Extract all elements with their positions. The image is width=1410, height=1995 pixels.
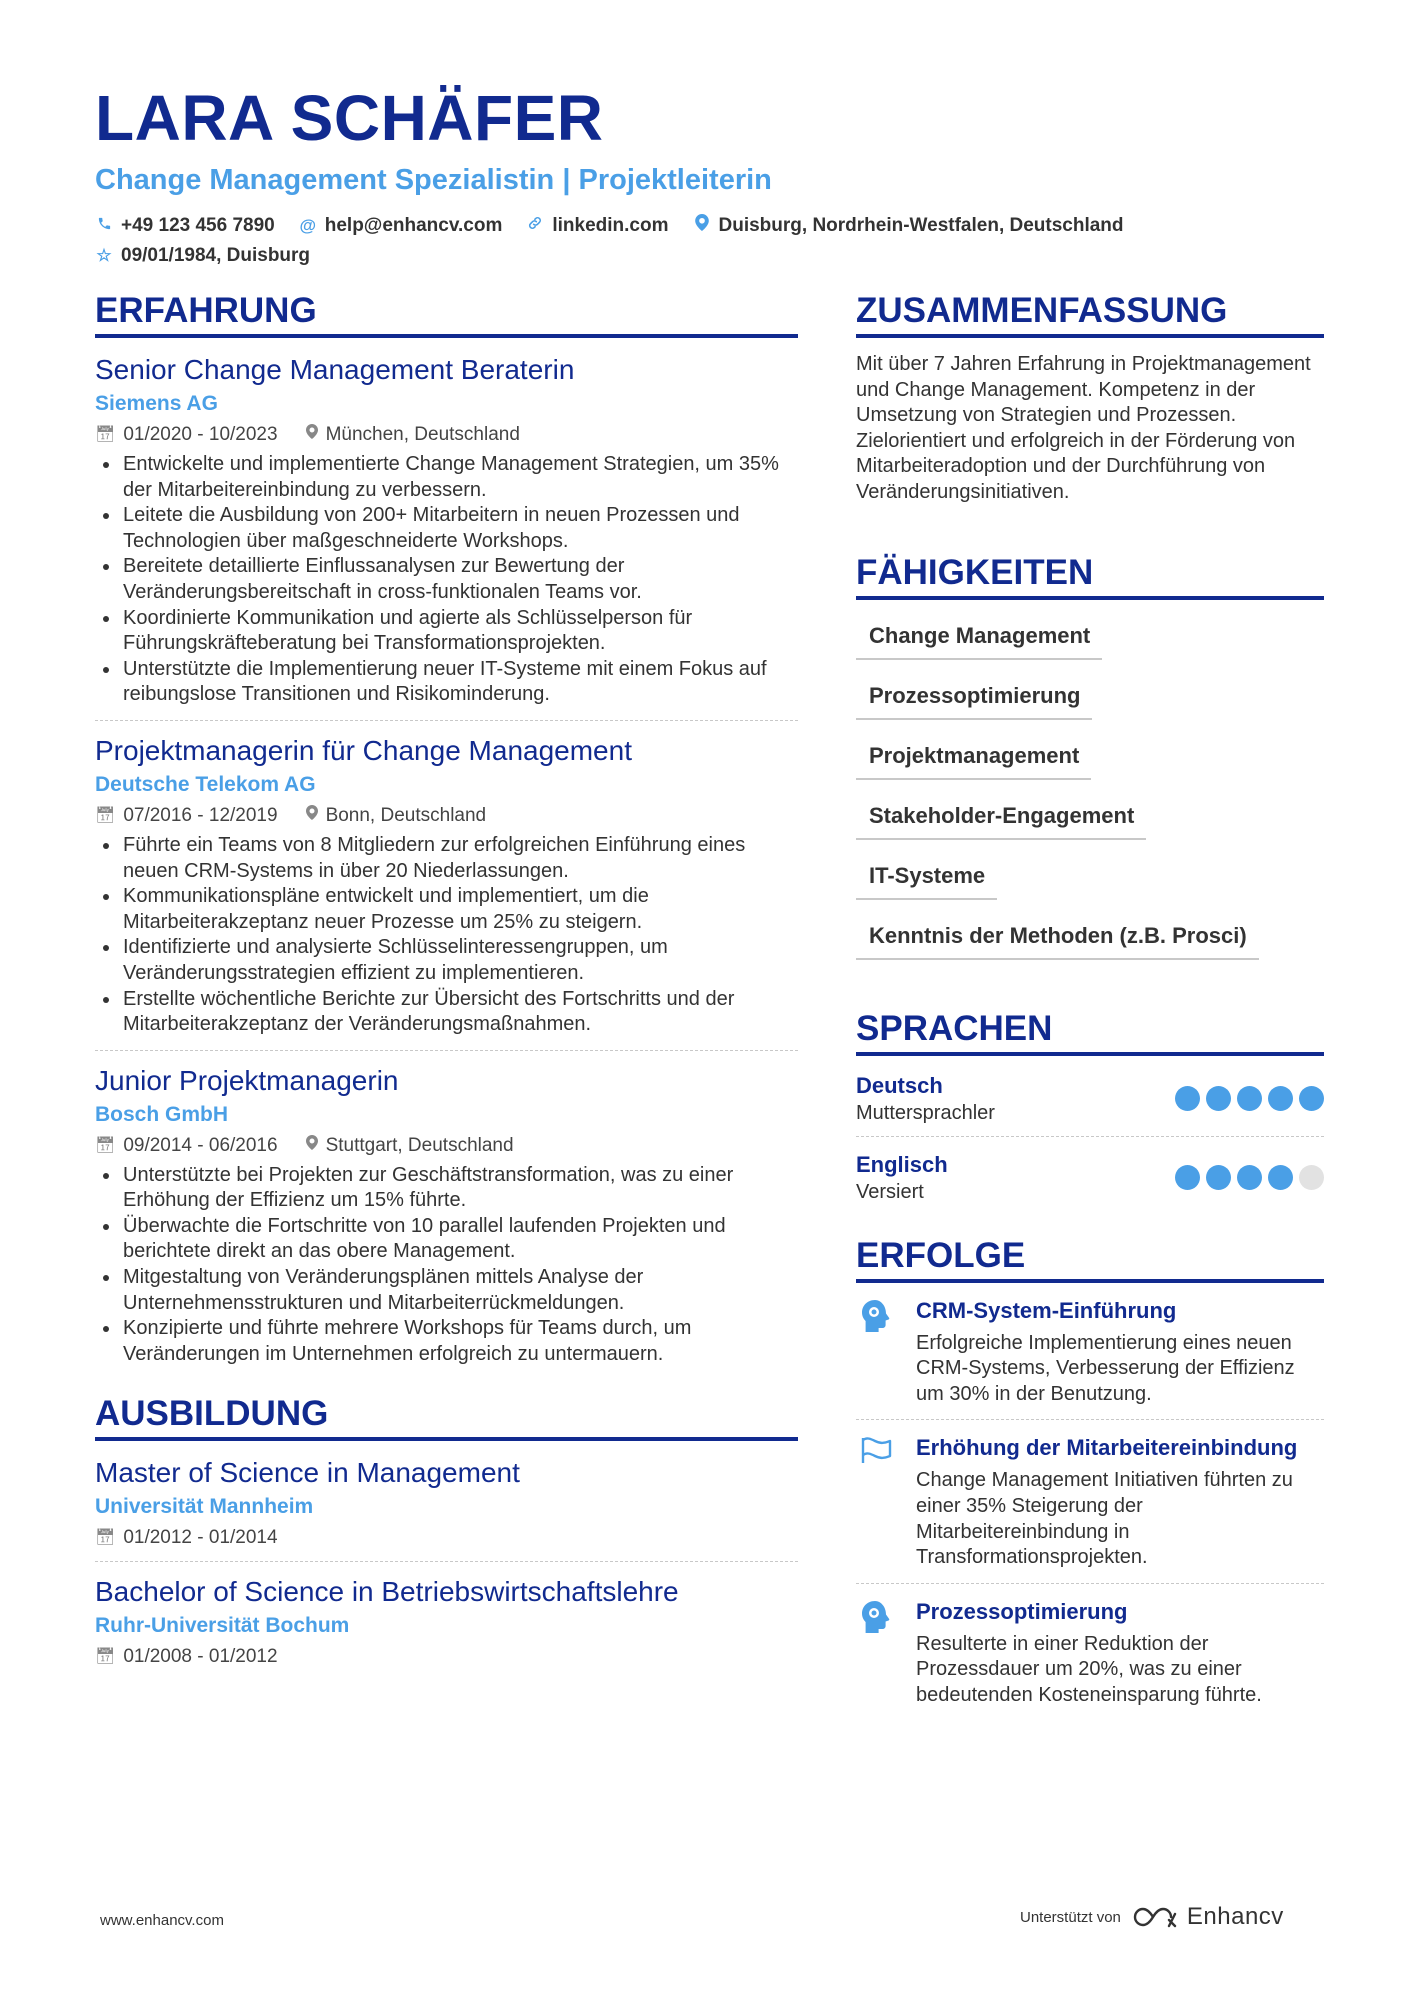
contact-email[interactable] (299, 214, 503, 238)
language-level: Versiert (856, 1180, 924, 1203)
rating-dot-filled (1237, 1165, 1262, 1190)
job-title: Junior Projektmanagerin (95, 1064, 399, 1096)
skill-tag: IT-Systeme (856, 854, 997, 900)
resume-header (95, 80, 1325, 268)
achievement-entry (856, 1297, 1324, 1421)
flag-icon (856, 1434, 916, 1570)
calendar-icon: 📅︎ (95, 1136, 116, 1154)
location-icon (306, 803, 318, 829)
contact-linkedin[interactable] (526, 214, 668, 238)
rating-dot-filled (1175, 1165, 1200, 1190)
bullet-item: Entwickelte und implementierte Change Management Strategien, um 35% der Mitarbeitereinbindung zu verbessern. (95, 452, 798, 503)
footer-branding[interactable] (1020, 1903, 1284, 1931)
achievements-heading: ERFOLGE (856, 1235, 1324, 1283)
contact-list (95, 214, 1325, 268)
rating-dot-filled (1206, 1165, 1231, 1190)
skill-tag: Projektmanagement (856, 734, 1091, 780)
job-company: Deutsche Telekom AG (95, 772, 316, 796)
brand-name: Enhancv (1186, 1903, 1284, 1930)
job-dates: 07/2016 - 12/2019 (123, 804, 278, 826)
degree-title: Bachelor of Science in Betriebswirtschaftslehre (95, 1576, 679, 1608)
education-dates: 01/2012 - 01/2014 (123, 1527, 278, 1549)
calendar-icon: 📅︎ (95, 1529, 116, 1547)
education-entry (95, 1574, 798, 1680)
job-title: Senior Change Management Beraterin (95, 354, 575, 385)
job-company: Bosch GmbH (95, 1102, 229, 1126)
rating-dot-filled (1206, 1086, 1231, 1111)
language-entry (856, 1149, 1324, 1215)
education-dates: 01/2008 - 01/2012 (123, 1646, 278, 1668)
achievement-text: Resulterte in einer Reduktion der Prozessdauer um 20%, was zu einer bedeutenden Kosteneinsparung führte. (916, 1632, 1262, 1706)
job-company: Siemens AG (95, 392, 218, 415)
summary-text: Mit über 7 Jahren Erfahrung in Projektmanagement und Change Management. Kompetenz in der Umsetzung von Strategien und Prozessen. Zielorientiert und erfolgreich in der Förderung von Mitarbeiteradoption und der Durchführung von Veränderungsinitiativen. (856, 353, 1311, 503)
school-name: Universität Mannheim (95, 1495, 314, 1519)
job-location: Bonn, Deutschland (325, 804, 487, 826)
job-dates: 01/2020 - 10/2023 (123, 424, 278, 445)
star-icon: ☆ (96, 246, 112, 265)
education-meta (95, 1644, 798, 1670)
achievement-title: Prozessoptimierung (916, 1598, 1128, 1624)
contact-birth (95, 244, 310, 268)
job-bullets (95, 452, 798, 708)
bullet-item: Bereitete detaillierte Einflussanalysen zur Bewertung der Veränderungsbereitschaft in cross-funktionalen Teams vor. (95, 554, 798, 605)
footer-website[interactable]: www.enhancv.com (100, 1912, 224, 1929)
language-entry (856, 1070, 1324, 1137)
school-name: Ruhr-Universität Bochum (95, 1614, 350, 1638)
contact-email-text: help@enhancv.com (324, 215, 503, 236)
skill-tag: Change Management (856, 614, 1102, 660)
rating-dot-empty (1299, 1165, 1324, 1190)
candidate-title: Change Management Spezialistin | Projektleiterin (95, 164, 772, 196)
bullet-item: Unterstützte bei Projekten zur Geschäftstransformation, was zu einer Erhöhung der Effizienz um 15% führte. (95, 1163, 798, 1214)
education-heading: AUSBILDUNG (95, 1393, 798, 1441)
contact-location (693, 214, 1124, 238)
location-icon (693, 214, 711, 238)
contact-phone-text: +49 123 456 7890 (121, 215, 275, 236)
job-bullets (95, 1163, 798, 1368)
skill-tag: Kenntnis der Methoden (z.B. Prosci) (856, 914, 1259, 960)
job-dates: 09/2014 - 06/2016 (123, 1134, 278, 1156)
experience-heading: ERFAHRUNG (95, 290, 798, 338)
head-icon (856, 1598, 916, 1709)
language-rating (1175, 1165, 1324, 1190)
job-entry (95, 733, 798, 1051)
job-bullets (95, 833, 798, 1038)
job-title: Projektmanagerin für Change Management (95, 734, 632, 766)
achievement-text: Change Management Initiativen führten zu einer 35% Steigerung der Mitarbeitereinbindung in Transformationsprojekten. (916, 1469, 1293, 1569)
education-meta (95, 1525, 798, 1551)
language-name: Englisch (856, 1151, 948, 1177)
at-icon: @ (299, 216, 317, 235)
calendar-icon: 📅︎ (95, 426, 116, 443)
contact-phone[interactable] (95, 214, 275, 238)
powered-by-label: Unterstützt von (1020, 1908, 1121, 1926)
job-entry (95, 1063, 798, 1380)
achievement-text: Erfolgreiche Implementierung eines neuen CRM-Systems, Verbesserung der Effizienz um 30% in der Benutzung. (916, 1331, 1295, 1405)
job-location: Stuttgart, Deutschland (325, 1134, 514, 1156)
bullet-item: Erstellte wöchentliche Berichte zur Übersicht des Fortschritts und der Mitarbeiterakzeptanz der Veränderungsmaßnahmen. (95, 987, 798, 1038)
language-level: Muttersprachler (856, 1101, 995, 1124)
location-icon (306, 1133, 318, 1159)
contact-location-text: Duisburg, Nordrhein-Westfalen, Deutschland (718, 215, 1124, 236)
achievement-entry (856, 1434, 1324, 1583)
skill-tag: Stakeholder-Engagement (856, 794, 1146, 840)
skills-list (856, 614, 1324, 974)
location-icon (306, 422, 318, 448)
bullet-item: Mitgestaltung von Veränderungsplänen mittels Analyse der Unternehmensstrukturen und Mitarbeiterrückmeldungen. (95, 1265, 798, 1316)
achievement-entry (856, 1598, 1324, 1721)
bullet-item: Leitete die Ausbildung von 200+ Mitarbeitern in neuen Prozessen und Technologien über maßgeschneiderte Workshops. (95, 503, 798, 554)
bullet-item: Identifizierte und analysierte Schlüsselinteressengruppen, um Veränderungsstrategien effizient zu implementieren. (95, 935, 798, 986)
rating-dot-filled (1268, 1086, 1293, 1111)
bullet-item: Überwachte die Fortschritte von 10 parallel laufenden Projekten und berichtete direkt an das obere Management. (95, 1214, 798, 1265)
skills-heading: FÄHIGKEITEN (856, 552, 1324, 600)
job-meta (95, 1133, 798, 1159)
contact-birth-text: 09/01/1984, Duisburg (121, 245, 311, 266)
link-icon (526, 214, 544, 238)
education-entry (95, 1455, 798, 1562)
right-column (856, 290, 1324, 1735)
bullet-item: Unterstützte die Implementierung neuer IT-Systeme mit einem Fokus auf reibungslose Transitionen und Risikominderung. (95, 657, 798, 708)
rating-dot-filled (1268, 1165, 1293, 1190)
summary-heading: ZUSAMMENFASSUNG (856, 290, 1324, 338)
languages-heading: SPRACHEN (856, 1008, 1324, 1056)
job-location: München, Deutschland (325, 424, 520, 445)
left-column (95, 290, 798, 1692)
head-icon (856, 1297, 916, 1408)
job-meta (95, 422, 798, 448)
achievement-title: Erhöhung der Mitarbeitereinbindung (916, 1435, 1298, 1461)
language-name: Deutsch (856, 1072, 943, 1098)
skill-tag: Prozessoptimierung (856, 674, 1092, 720)
bullet-item: Konzipierte und führte mehrere Workshops für Teams durch, um Veränderungen im Unternehmen erfolgreich zu untermauern. (95, 1316, 798, 1367)
rating-dot-filled (1299, 1086, 1324, 1111)
degree-title: Master of Science in Management (95, 1457, 520, 1489)
bullet-item: Führte ein Teams von 8 Mitgliedern zur erfolgreichen Einführung eines neuen CRM-Systems in über 20 Niederlassungen. (95, 833, 798, 884)
calendar-icon: 📅︎ (95, 1648, 116, 1666)
job-meta (95, 803, 798, 829)
enhancv-logo-icon (1133, 1906, 1179, 1928)
rating-dot-filled (1237, 1086, 1262, 1111)
candidate-name: LARA SCHÄFER (95, 82, 604, 154)
calendar-icon: 📅︎ (95, 806, 116, 824)
rating-dot-filled (1175, 1086, 1200, 1111)
contact-linkedin-text: linkedin.com (552, 215, 669, 236)
bullet-item: Kommunikationspläne entwickelt und implementiert, um die Mitarbeiterakzeptanz neuer Prozesse um 25% zu steigern. (95, 884, 798, 935)
job-entry (95, 352, 798, 721)
phone-icon (95, 214, 113, 238)
bullet-item: Koordinierte Kommunikation und agierte als Schlüsselperson für Führungskräfteberatung bei Transformationsprojekten. (95, 606, 798, 657)
achievement-title: CRM-System-Einführung (916, 1297, 1177, 1323)
language-rating (1175, 1086, 1324, 1111)
